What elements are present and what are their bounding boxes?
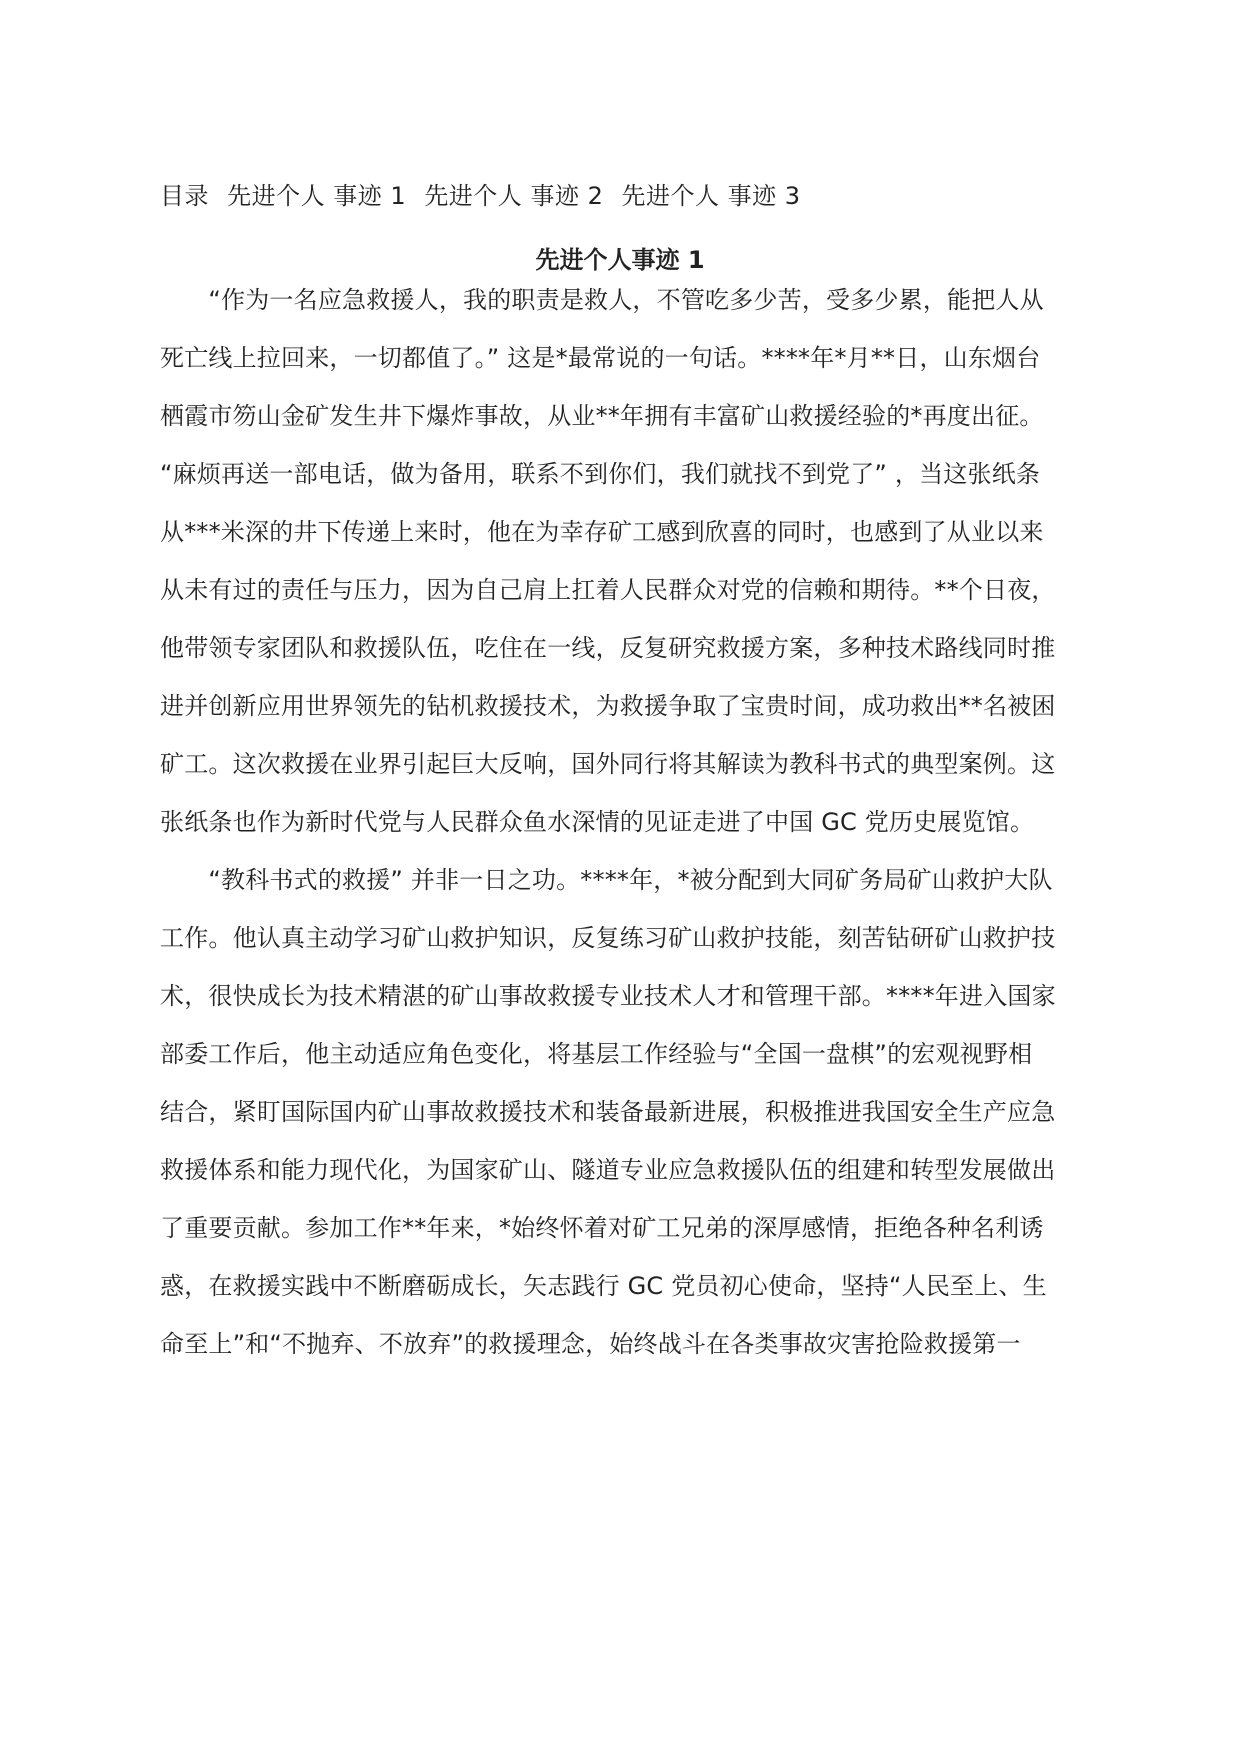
- section-title: 先进个人事迹 1: [535, 246, 705, 274]
- toc-label: 目录: [160, 182, 209, 210]
- toc-item-3[interactable]: 先进个人 事迹 3: [621, 182, 801, 210]
- text-line: 从未有过的责任与压力，因为自己肩上扛着人民群众对党的信赖和期待。**个日夜，: [160, 576, 1056, 604]
- text-line: 进并创新应用世界领先的钻机救援技术，为救援争取了宝贵时间，成功救出**名被困: [160, 692, 1056, 720]
- text-line: 术，很快成长为技术精湛的矿山事故救援专业技术人才和管理干部。****年进入国家: [160, 982, 1056, 1010]
- text-line: “教科书式的救援” 并非一日之功。****年，*被分配到大同矿务局矿山救护大队: [160, 866, 1053, 894]
- text-line: 栖霞市笏山金矿发生井下爆炸事故，从业**年拥有丰富矿山救援经验的*再度出征。: [160, 402, 1044, 430]
- text-line: 张纸条也作为新时代党与人民群众鱼水深情的见证走进了中国 GC 党历史展览馆。: [160, 808, 1035, 836]
- text-line: 死亡线上拉回来，一切都值了。” 这是*最常说的一句话。****年*月**日，山东烟台: [160, 344, 1041, 372]
- text-line: 他带领专家团队和救援队伍，吃住在一线，反复研究救援方案，多种技术路线同时推: [160, 634, 1056, 662]
- text-line: 结合，紧盯国际国内矿山事故救援技术和装备最新进展，积极推进我国安全生产应急: [160, 1098, 1056, 1126]
- text-line: 矿工。这次救援在业界引起巨大反响，国外同行将其解读为教科书式的典型案例。这: [160, 750, 1056, 778]
- table-of-contents: [160, 178, 811, 214]
- text-line: 救援体系和能力现代化，为国家矿山、隧道专业应急救援队伍的组建和转型发展做出: [160, 1156, 1056, 1184]
- toc-item-2[interactable]: 先进个人 事迹 2: [424, 182, 604, 210]
- text-line: “麻烦再送一部电话，做为备用，联系不到你们，我们就找不到党了” ，当这张纸条: [160, 460, 1041, 488]
- text-line: 了重要贡献。参加工作**年来，*始终怀着对矿工兄弟的深厚感情，拒绝各种名利诱: [160, 1214, 1044, 1242]
- text-line: 部委工作后，他主动适应角色变化，将基层工作经验与“全国一盘棋”的宏观视野相: [160, 1040, 1033, 1068]
- text-line: 从***米深的井下传递上来时，他在为幸存矿工感到欣喜的同时，也感到了从业以来: [160, 518, 1044, 546]
- text-line: “作为一名应急救援人，我的职责是救人，不管吃多少苦，受多少累，能把人从: [160, 286, 1044, 314]
- text-line: 惑，在救援实践中不断磨砺成长，矢志践行 GC 党员初心使命，坚持“人民至上、生: [160, 1272, 1047, 1300]
- text-line: 工作。他认真主动学习矿山救护知识，反复练习矿山救护技能，刻苦钻研矿山救护技: [160, 924, 1056, 952]
- text-line: 命至上”和“不抛弃、不放弃”的救援理念，始终战斗在各类事故灾害抢险救援第一: [160, 1330, 1021, 1358]
- toc-item-1[interactable]: 先进个人 事迹 1: [227, 182, 407, 210]
